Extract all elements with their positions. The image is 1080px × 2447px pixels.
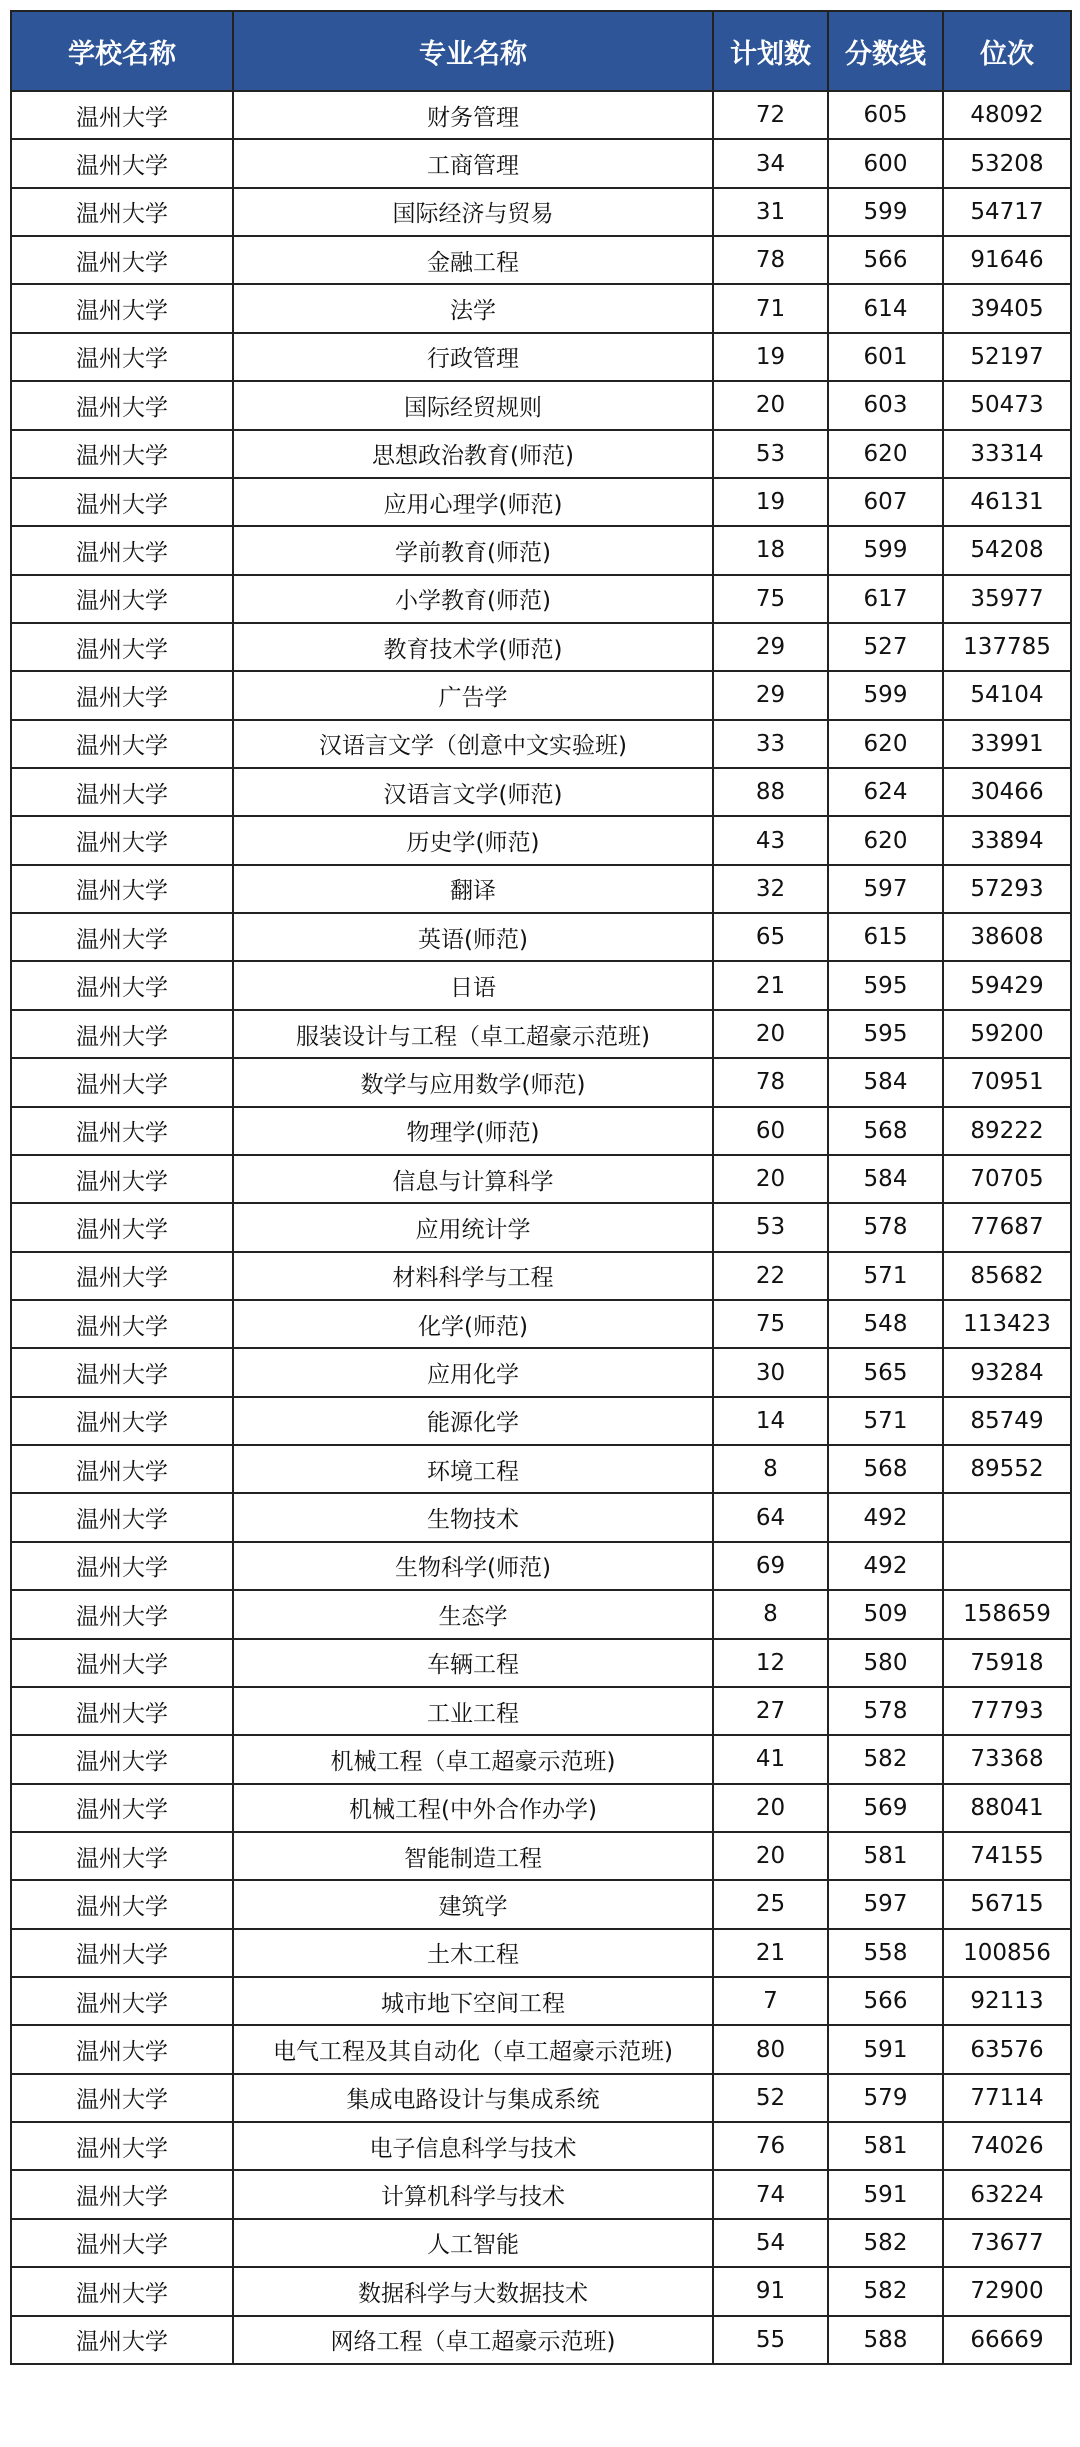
cell-score-line: 580: [828, 1639, 943, 1687]
cell-major: 信息与计算科学: [233, 1155, 713, 1203]
cell-rank: 33894: [943, 816, 1071, 864]
cell-school: 温州大学: [11, 1493, 233, 1541]
table-row: [11, 1880, 1071, 1928]
cell-major: 网络工程（卓工超豪示范班): [233, 2316, 713, 2364]
cell-score-line: 578: [828, 1687, 943, 1735]
table-row: [11, 2316, 1071, 2364]
cell-major: 广告学: [233, 671, 713, 719]
cell-school: 温州大学: [11, 1107, 233, 1155]
cell-major: 教育技术学(师范): [233, 623, 713, 671]
cell-school: 温州大学: [11, 2074, 233, 2122]
table-row: [11, 1590, 1071, 1638]
cell-score-line: 591: [828, 2025, 943, 2073]
admission-table-container: [10, 10, 1070, 2365]
cell-plan-count: 60: [713, 1107, 828, 1155]
header-score-line: 分数线: [828, 11, 943, 91]
cell-rank: 75918: [943, 1639, 1071, 1687]
cell-score-line: 581: [828, 1832, 943, 1880]
cell-school: 温州大学: [11, 1252, 233, 1300]
cell-school: 温州大学: [11, 2122, 233, 2170]
cell-plan-count: 75: [713, 1300, 828, 1348]
cell-major: 电子信息科学与技术: [233, 2122, 713, 2170]
cell-plan-count: 29: [713, 623, 828, 671]
cell-major: 智能制造工程: [233, 1832, 713, 1880]
cell-score-line: 624: [828, 768, 943, 816]
cell-school: 温州大学: [11, 1203, 233, 1251]
cell-score-line: 565: [828, 1348, 943, 1396]
cell-plan-count: 72: [713, 91, 828, 139]
table-row: [11, 913, 1071, 961]
cell-plan-count: 78: [713, 236, 828, 284]
cell-plan-count: 21: [713, 1929, 828, 1977]
cell-school: 温州大学: [11, 865, 233, 913]
cell-school: 温州大学: [11, 2267, 233, 2315]
cell-plan-count: 41: [713, 1735, 828, 1783]
table-header: [11, 11, 1071, 91]
table-row: [11, 768, 1071, 816]
table-row: [11, 1929, 1071, 1977]
table-row: [11, 1977, 1071, 2025]
cell-major: 生态学: [233, 1590, 713, 1638]
cell-plan-count: 43: [713, 816, 828, 864]
cell-major: 建筑学: [233, 1880, 713, 1928]
cell-school: 温州大学: [11, 671, 233, 719]
table-row: [11, 1784, 1071, 1832]
cell-plan-count: 91: [713, 2267, 828, 2315]
table-row: [11, 188, 1071, 236]
cell-score-line: 568: [828, 1445, 943, 1493]
cell-plan-count: 14: [713, 1397, 828, 1445]
cell-school: 温州大学: [11, 1348, 233, 1396]
cell-major: 思想政治教育(师范): [233, 430, 713, 478]
cell-school: 温州大学: [11, 720, 233, 768]
cell-school: 温州大学: [11, 1010, 233, 1058]
cell-major: 日语: [233, 961, 713, 1009]
cell-score-line: 605: [828, 91, 943, 139]
cell-score-line: 582: [828, 2267, 943, 2315]
cell-major: 数学与应用数学(师范): [233, 1058, 713, 1106]
header-major-name: 专业名称: [233, 11, 713, 91]
table-row: [11, 865, 1071, 913]
cell-major: 服装设计与工程（卓工超豪示范班): [233, 1010, 713, 1058]
table-row: [11, 1735, 1071, 1783]
cell-major: 工商管理: [233, 139, 713, 187]
cell-plan-count: 54: [713, 2219, 828, 2267]
cell-score-line: 584: [828, 1155, 943, 1203]
table-row: [11, 575, 1071, 623]
cell-school: 温州大学: [11, 1639, 233, 1687]
cell-major: 物理学(师范): [233, 1107, 713, 1155]
cell-school: 温州大学: [11, 1929, 233, 1977]
cell-rank: 93284: [943, 1348, 1071, 1396]
cell-school: 温州大学: [11, 91, 233, 139]
cell-plan-count: 31: [713, 188, 828, 236]
cell-major: 历史学(师范): [233, 816, 713, 864]
cell-school: 温州大学: [11, 2316, 233, 2364]
table-row: [11, 816, 1071, 864]
cell-rank: 74026: [943, 2122, 1071, 2170]
cell-school: 温州大学: [11, 188, 233, 236]
cell-rank: 54717: [943, 188, 1071, 236]
cell-score-line: 620: [828, 720, 943, 768]
cell-plan-count: 20: [713, 381, 828, 429]
cell-score-line: 599: [828, 526, 943, 574]
admission-scores-table: [10, 10, 1072, 2365]
cell-plan-count: 34: [713, 139, 828, 187]
cell-rank: 54104: [943, 671, 1071, 719]
cell-rank: 89222: [943, 1107, 1071, 1155]
cell-plan-count: 88: [713, 768, 828, 816]
cell-score-line: 568: [828, 1107, 943, 1155]
cell-rank: 50473: [943, 381, 1071, 429]
cell-plan-count: 21: [713, 961, 828, 1009]
cell-rank: 77687: [943, 1203, 1071, 1251]
cell-rank: 77793: [943, 1687, 1071, 1735]
cell-plan-count: 32: [713, 865, 828, 913]
table-row: [11, 1445, 1071, 1493]
table-row: [11, 1542, 1071, 1590]
cell-rank: 38608: [943, 913, 1071, 961]
cell-score-line: 571: [828, 1397, 943, 1445]
cell-score-line: 582: [828, 1735, 943, 1783]
cell-major: 国际经贸规则: [233, 381, 713, 429]
cell-school: 温州大学: [11, 430, 233, 478]
cell-score-line: 615: [828, 913, 943, 961]
table-row: [11, 1300, 1071, 1348]
cell-plan-count: 19: [713, 333, 828, 381]
cell-score-line: 569: [828, 1784, 943, 1832]
cell-plan-count: 65: [713, 913, 828, 961]
table-row: [11, 2122, 1071, 2170]
cell-major: 车辆工程: [233, 1639, 713, 1687]
cell-school: 温州大学: [11, 1832, 233, 1880]
table-row: [11, 381, 1071, 429]
table-row: [11, 478, 1071, 526]
cell-plan-count: 20: [713, 1832, 828, 1880]
cell-plan-count: 80: [713, 2025, 828, 2073]
cell-major: 应用统计学: [233, 1203, 713, 1251]
cell-rank: [943, 1542, 1071, 1590]
cell-rank: 85682: [943, 1252, 1071, 1300]
cell-major: 数据科学与大数据技术: [233, 2267, 713, 2315]
cell-major: 小学教育(师范): [233, 575, 713, 623]
cell-rank: 52197: [943, 333, 1071, 381]
table-row: [11, 284, 1071, 332]
cell-rank: 30466: [943, 768, 1071, 816]
cell-score-line: 582: [828, 2219, 943, 2267]
cell-plan-count: 30: [713, 1348, 828, 1396]
cell-plan-count: 20: [713, 1155, 828, 1203]
cell-score-line: 601: [828, 333, 943, 381]
cell-school: 温州大学: [11, 1977, 233, 2025]
cell-plan-count: 71: [713, 284, 828, 332]
cell-plan-count: 7: [713, 1977, 828, 2025]
cell-school: 温州大学: [11, 1445, 233, 1493]
cell-plan-count: 20: [713, 1010, 828, 1058]
cell-major: 法学: [233, 284, 713, 332]
cell-plan-count: 8: [713, 1445, 828, 1493]
header-plan-count: 计划数: [713, 11, 828, 91]
cell-rank: 73677: [943, 2219, 1071, 2267]
cell-rank: 33314: [943, 430, 1071, 478]
cell-school: 温州大学: [11, 284, 233, 332]
cell-rank: 85749: [943, 1397, 1071, 1445]
table-row: [11, 671, 1071, 719]
table-row: [11, 1203, 1071, 1251]
cell-school: 温州大学: [11, 816, 233, 864]
cell-rank: 72900: [943, 2267, 1071, 2315]
cell-major: 生物科学(师范): [233, 1542, 713, 1590]
cell-plan-count: 8: [713, 1590, 828, 1638]
cell-score-line: 614: [828, 284, 943, 332]
cell-plan-count: 78: [713, 1058, 828, 1106]
table-row: [11, 1832, 1071, 1880]
cell-major: 生物技术: [233, 1493, 713, 1541]
table-row: [11, 1348, 1071, 1396]
cell-score-line: 566: [828, 236, 943, 284]
cell-rank: 74155: [943, 1832, 1071, 1880]
cell-major: 英语(师范): [233, 913, 713, 961]
table-body: [11, 91, 1071, 2364]
cell-rank: [943, 1493, 1071, 1541]
cell-score-line: 620: [828, 430, 943, 478]
cell-school: 温州大学: [11, 2170, 233, 2218]
cell-rank: 88041: [943, 1784, 1071, 1832]
table-row: [11, 2219, 1071, 2267]
cell-rank: 70951: [943, 1058, 1071, 1106]
cell-plan-count: 53: [713, 430, 828, 478]
cell-rank: 63576: [943, 2025, 1071, 2073]
cell-rank: 56715: [943, 1880, 1071, 1928]
cell-score-line: 591: [828, 2170, 943, 2218]
cell-major: 材料科学与工程: [233, 1252, 713, 1300]
cell-rank: 59200: [943, 1010, 1071, 1058]
cell-major: 金融工程: [233, 236, 713, 284]
cell-rank: 100856: [943, 1929, 1071, 1977]
cell-rank: 77114: [943, 2074, 1071, 2122]
cell-score-line: 581: [828, 2122, 943, 2170]
table-row: [11, 1397, 1071, 1445]
cell-plan-count: 33: [713, 720, 828, 768]
cell-score-line: 492: [828, 1542, 943, 1590]
cell-rank: 70705: [943, 1155, 1071, 1203]
cell-score-line: 595: [828, 1010, 943, 1058]
cell-major: 汉语言文学（创意中文实验班): [233, 720, 713, 768]
cell-school: 温州大学: [11, 333, 233, 381]
cell-plan-count: 27: [713, 1687, 828, 1735]
cell-school: 温州大学: [11, 1784, 233, 1832]
cell-plan-count: 74: [713, 2170, 828, 2218]
table-row: [11, 2170, 1071, 2218]
cell-rank: 89552: [943, 1445, 1071, 1493]
header-school-name: 学校名称: [11, 11, 233, 91]
cell-score-line: 597: [828, 1880, 943, 1928]
cell-major: 工业工程: [233, 1687, 713, 1735]
cell-school: 温州大学: [11, 1058, 233, 1106]
cell-school: 温州大学: [11, 1880, 233, 1928]
cell-major: 能源化学: [233, 1397, 713, 1445]
cell-major: 翻译: [233, 865, 713, 913]
cell-rank: 57293: [943, 865, 1071, 913]
cell-score-line: 548: [828, 1300, 943, 1348]
table-row: [11, 236, 1071, 284]
cell-score-line: 492: [828, 1493, 943, 1541]
cell-school: 温州大学: [11, 1735, 233, 1783]
table-row: [11, 623, 1071, 671]
cell-school: 温州大学: [11, 768, 233, 816]
cell-major: 计算机科学与技术: [233, 2170, 713, 2218]
cell-plan-count: 25: [713, 1880, 828, 1928]
cell-school: 温州大学: [11, 961, 233, 1009]
cell-plan-count: 75: [713, 575, 828, 623]
cell-score-line: 600: [828, 139, 943, 187]
table-row: [11, 1107, 1071, 1155]
cell-rank: 137785: [943, 623, 1071, 671]
table-row: [11, 430, 1071, 478]
cell-school: 温州大学: [11, 1155, 233, 1203]
cell-score-line: 599: [828, 188, 943, 236]
cell-rank: 63224: [943, 2170, 1071, 2218]
cell-score-line: 597: [828, 865, 943, 913]
cell-rank: 158659: [943, 1590, 1071, 1638]
cell-plan-count: 52: [713, 2074, 828, 2122]
cell-school: 温州大学: [11, 623, 233, 671]
cell-major: 环境工程: [233, 1445, 713, 1493]
cell-school: 温州大学: [11, 478, 233, 526]
cell-major: 财务管理: [233, 91, 713, 139]
cell-major: 应用心理学(师范): [233, 478, 713, 526]
table-row: [11, 1058, 1071, 1106]
cell-rank: 54208: [943, 526, 1071, 574]
cell-school: 温州大学: [11, 526, 233, 574]
cell-score-line: 599: [828, 671, 943, 719]
cell-rank: 33991: [943, 720, 1071, 768]
table-row: [11, 2267, 1071, 2315]
cell-score-line: 603: [828, 381, 943, 429]
cell-plan-count: 20: [713, 1784, 828, 1832]
table-row: [11, 1493, 1071, 1541]
table-row: [11, 720, 1071, 768]
table-row: [11, 2074, 1071, 2122]
cell-major: 电气工程及其自动化（卓工超豪示范班): [233, 2025, 713, 2073]
cell-major: 国际经济与贸易: [233, 188, 713, 236]
cell-rank: 91646: [943, 236, 1071, 284]
cell-school: 温州大学: [11, 2219, 233, 2267]
cell-rank: 46131: [943, 478, 1071, 526]
cell-major: 集成电路设计与集成系统: [233, 2074, 713, 2122]
cell-major: 机械工程（卓工超豪示范班): [233, 1735, 713, 1783]
cell-major: 应用化学: [233, 1348, 713, 1396]
cell-plan-count: 12: [713, 1639, 828, 1687]
cell-major: 化学(师范): [233, 1300, 713, 1348]
cell-rank: 73368: [943, 1735, 1071, 1783]
cell-major: 人工智能: [233, 2219, 713, 2267]
cell-score-line: 588: [828, 2316, 943, 2364]
table-row: [11, 2025, 1071, 2073]
cell-score-line: 566: [828, 1977, 943, 2025]
cell-rank: 113423: [943, 1300, 1071, 1348]
cell-school: 温州大学: [11, 1687, 233, 1735]
table-row: [11, 139, 1071, 187]
cell-score-line: 578: [828, 1203, 943, 1251]
cell-plan-count: 76: [713, 2122, 828, 2170]
cell-score-line: 607: [828, 478, 943, 526]
cell-plan-count: 55: [713, 2316, 828, 2364]
cell-school: 温州大学: [11, 139, 233, 187]
table-row: [11, 1639, 1071, 1687]
table-row: [11, 1252, 1071, 1300]
table-row: [11, 1155, 1071, 1203]
cell-plan-count: 53: [713, 1203, 828, 1251]
cell-major: 学前教育(师范): [233, 526, 713, 574]
cell-school: 温州大学: [11, 1590, 233, 1638]
cell-rank: 59429: [943, 961, 1071, 1009]
cell-score-line: 527: [828, 623, 943, 671]
cell-plan-count: 64: [713, 1493, 828, 1541]
cell-school: 温州大学: [11, 1542, 233, 1590]
table-row: [11, 91, 1071, 139]
cell-rank: 39405: [943, 284, 1071, 332]
table-row: [11, 333, 1071, 381]
cell-school: 温州大学: [11, 913, 233, 961]
cell-score-line: 584: [828, 1058, 943, 1106]
cell-score-line: 558: [828, 1929, 943, 1977]
cell-school: 温州大学: [11, 236, 233, 284]
cell-score-line: 509: [828, 1590, 943, 1638]
cell-plan-count: 69: [713, 1542, 828, 1590]
table-row: [11, 526, 1071, 574]
cell-major: 机械工程(中外合作办学): [233, 1784, 713, 1832]
header-rank: 位次: [943, 11, 1071, 91]
cell-school: 温州大学: [11, 381, 233, 429]
cell-plan-count: 22: [713, 1252, 828, 1300]
cell-plan-count: 19: [713, 478, 828, 526]
cell-score-line: 579: [828, 2074, 943, 2122]
cell-score-line: 595: [828, 961, 943, 1009]
cell-school: 温州大学: [11, 2025, 233, 2073]
table-row: [11, 1010, 1071, 1058]
cell-major: 汉语言文学(师范): [233, 768, 713, 816]
cell-rank: 53208: [943, 139, 1071, 187]
cell-plan-count: 29: [713, 671, 828, 719]
header-row: [11, 11, 1071, 91]
cell-major: 土木工程: [233, 1929, 713, 1977]
cell-major: 行政管理: [233, 333, 713, 381]
cell-rank: 66669: [943, 2316, 1071, 2364]
cell-score-line: 571: [828, 1252, 943, 1300]
table-row: [11, 961, 1071, 1009]
cell-school: 温州大学: [11, 575, 233, 623]
cell-school: 温州大学: [11, 1300, 233, 1348]
cell-score-line: 620: [828, 816, 943, 864]
cell-plan-count: 18: [713, 526, 828, 574]
cell-school: 温州大学: [11, 1397, 233, 1445]
cell-rank: 48092: [943, 91, 1071, 139]
cell-major: 城市地下空间工程: [233, 1977, 713, 2025]
cell-score-line: 617: [828, 575, 943, 623]
cell-rank: 92113: [943, 1977, 1071, 2025]
cell-rank: 35977: [943, 575, 1071, 623]
table-row: [11, 1687, 1071, 1735]
